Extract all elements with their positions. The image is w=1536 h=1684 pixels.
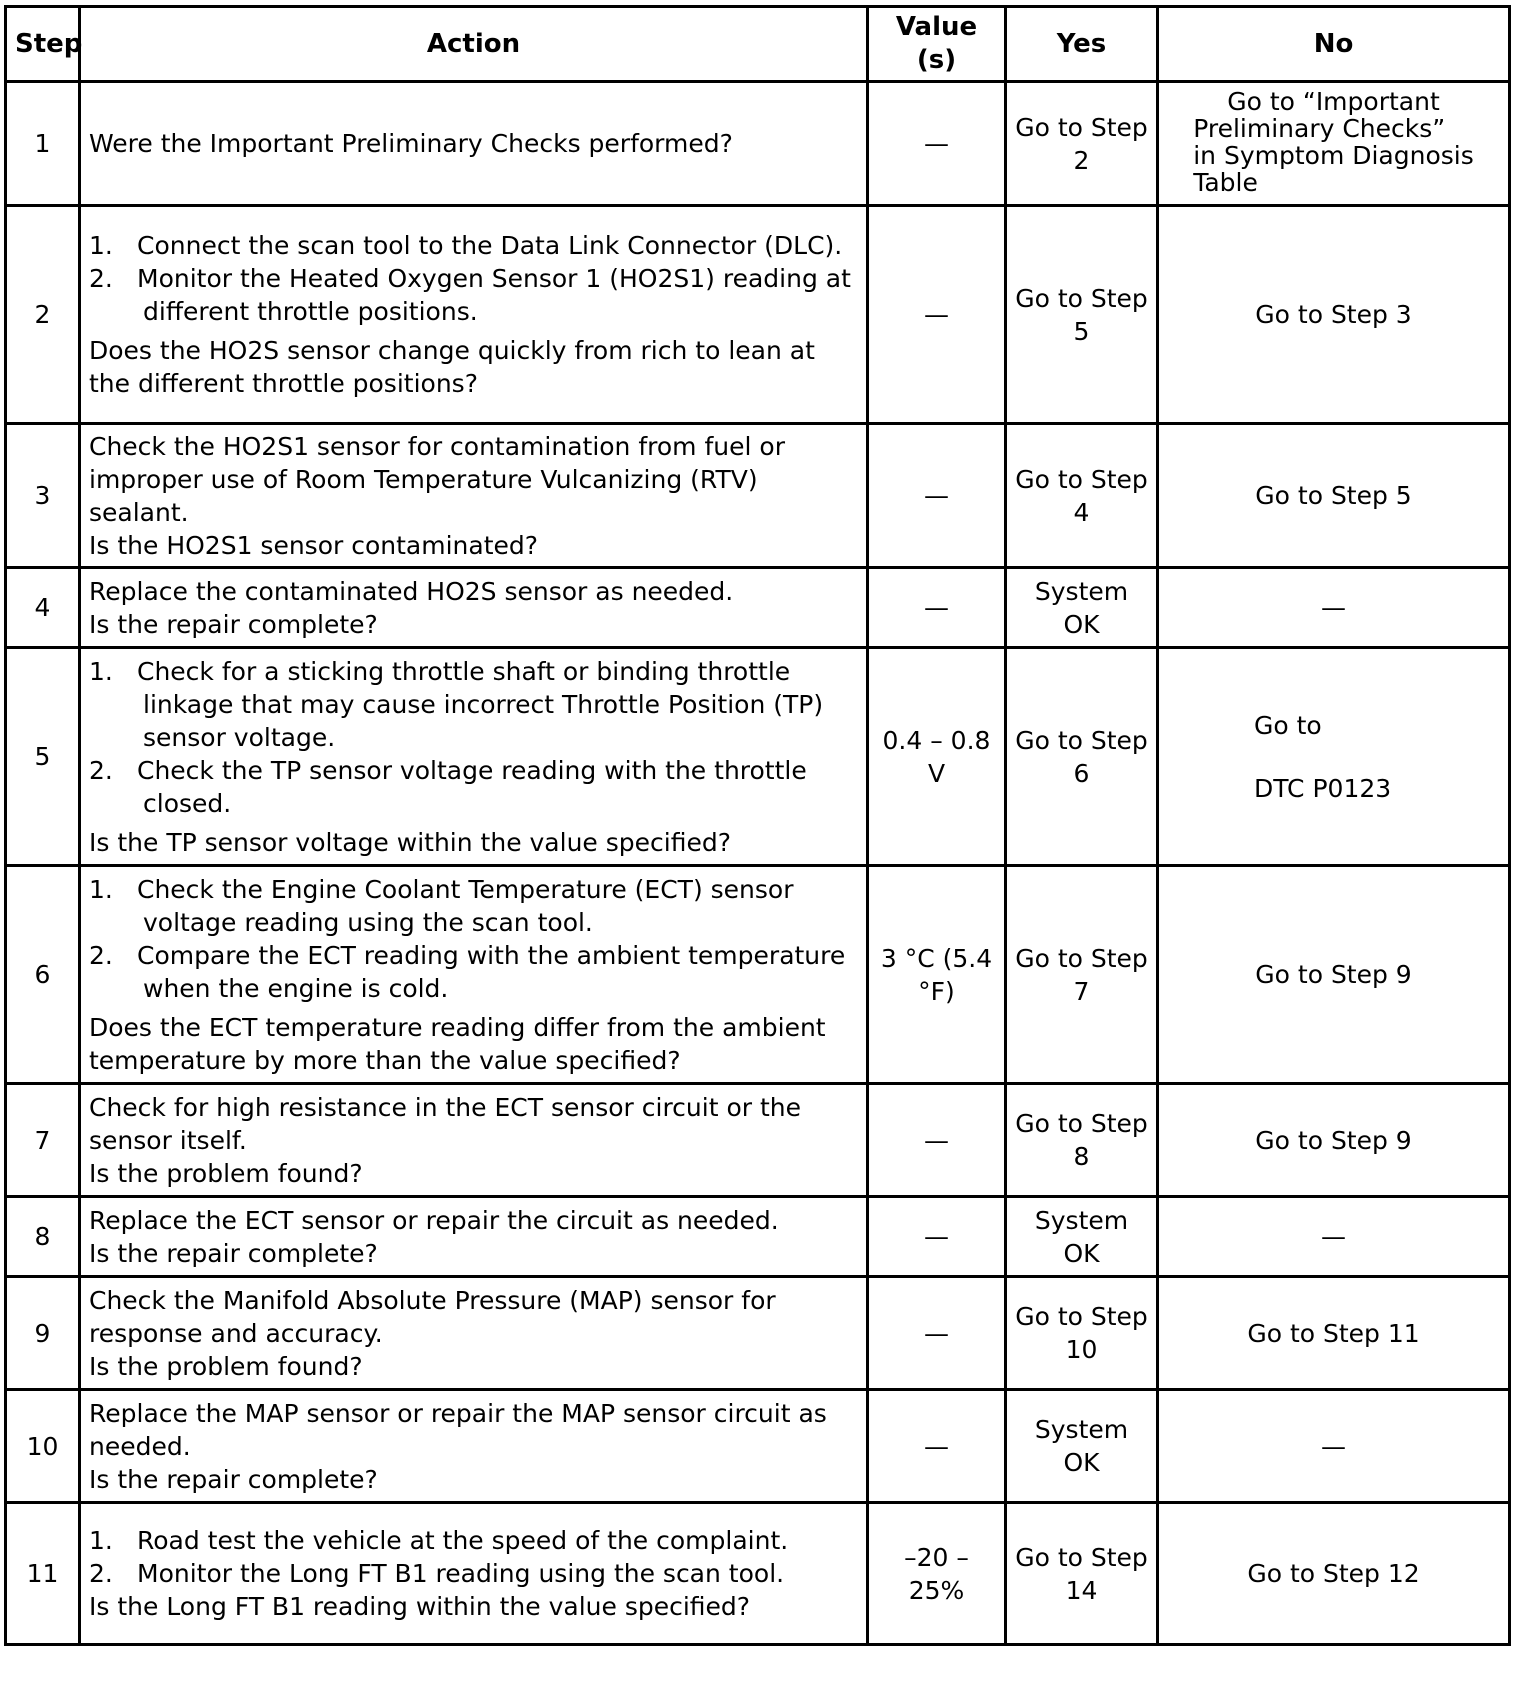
action-text: Check for high resistance in the ECT sensor circuit or the sensor itself. xyxy=(89,1092,801,1155)
action-question: Is the repair complete? xyxy=(89,1238,378,1268)
action-text: Check the Manifold Absolute Pressure (MAP) sensor for response and accuracy. xyxy=(89,1285,776,1348)
action-text: Check the HO2S1 sensor for contamination from fuel or improper use of Room Temperature Vulcanizing (RTV) sealant. xyxy=(89,431,785,527)
step-number: 2 xyxy=(6,206,80,424)
action-text: Replace the ECT sensor or repair the circuit as needed. xyxy=(89,1205,779,1235)
table-row xyxy=(6,568,1510,648)
action-question: Does the ECT temperature reading differ from the ambient temperature by more than the value specified? xyxy=(89,1012,826,1075)
value-cell: 3 °C (5.4 °F) xyxy=(868,866,1006,1084)
action-cell xyxy=(80,82,868,206)
value-cell: — xyxy=(868,206,1006,424)
header-yes: Yes xyxy=(1006,7,1158,82)
action-question: Were the Important Preliminary Checks performed? xyxy=(89,129,733,158)
action-question: Is the problem found? xyxy=(89,1158,363,1188)
value-cell: — xyxy=(868,568,1006,648)
table-row xyxy=(6,1390,1510,1503)
action-cell xyxy=(80,1503,868,1645)
action-text: Replace the MAP sensor or repair the MAP sensor circuit as needed. xyxy=(89,1398,827,1461)
table-row xyxy=(6,1277,1510,1390)
yes-cell: Go to Step 4 xyxy=(1006,424,1158,568)
action-item: 2. Monitor the Long FT B1 reading using the scan tool. xyxy=(89,1559,785,1588)
action-item: 1. Check the Engine Coolant Temperature (ECT) sensor voltage reading using the scan tool. xyxy=(89,874,794,937)
action-cell xyxy=(80,1197,868,1277)
table-row xyxy=(6,424,1510,568)
value-cell: — xyxy=(868,1084,1006,1197)
header-step: Step xyxy=(6,7,80,82)
step-number: 5 xyxy=(6,648,80,866)
header-row xyxy=(6,7,1510,82)
yes-cell: Go to Step 14 xyxy=(1006,1503,1158,1645)
step-number: 11 xyxy=(6,1503,80,1645)
yes-cell: Go to Step 2 xyxy=(1006,82,1158,206)
action-cell xyxy=(80,424,868,568)
header-no: No xyxy=(1158,7,1510,82)
no-cell: Go to Step 9 xyxy=(1158,866,1510,1084)
yes-cell: System OK xyxy=(1006,1197,1158,1277)
table-row xyxy=(6,206,1510,424)
no-reference: Go to “Important Preliminary Checks” in Symptom Diagnosis Table xyxy=(1193,87,1474,197)
yes-cell: Go to Step 10 xyxy=(1006,1277,1158,1390)
step-number: 9 xyxy=(6,1277,80,1390)
action-question: Is the Long FT B1 reading within the value specified? xyxy=(89,1592,751,1621)
action-question: Is the repair complete? xyxy=(89,609,378,639)
action-item: 2. Check the TP sensor voltage reading with the throttle closed. xyxy=(89,755,807,818)
yes-cell: Go to Step 6 xyxy=(1006,648,1158,866)
value-cell: — xyxy=(868,424,1006,568)
no-cell: Go to Step 5 xyxy=(1158,424,1510,568)
no-cell: Go to Step 12 xyxy=(1158,1503,1510,1645)
no-cell xyxy=(1158,82,1510,206)
action-item: 2. Monitor the Heated Oxygen Sensor 1 (HO2S1) reading at different throttle positions. xyxy=(89,264,851,326)
no-cell: Go to Step 3 xyxy=(1158,206,1510,424)
value-cell: — xyxy=(868,82,1006,206)
header-action: Action xyxy=(80,7,868,82)
header-value: Value (s) xyxy=(868,7,1006,82)
step-number: 6 xyxy=(6,866,80,1084)
action-question: Is the TP sensor voltage within the value specified? xyxy=(89,827,731,857)
action-question: Is the problem found? xyxy=(89,1351,363,1381)
value-cell: — xyxy=(868,1277,1006,1390)
table-row xyxy=(6,648,1510,866)
no-cell: — xyxy=(1158,1197,1510,1277)
action-question: Is the HO2S1 sensor contaminated? xyxy=(89,530,539,560)
action-item: 1. Check for a sticking throttle shaft or binding throttle linkage that may cause incorrect Throttle Position (TP) sensor voltage. xyxy=(89,656,824,752)
action-question: Does the HO2S sensor change quickly from rich to lean at the different throttle positions? xyxy=(89,336,815,398)
step-number: 1 xyxy=(6,82,80,206)
no-cell: Go to Step 11 xyxy=(1158,1277,1510,1390)
table-row xyxy=(6,1084,1510,1197)
step-number: 4 xyxy=(6,568,80,648)
no-goto: Go to xyxy=(1254,710,1322,740)
yes-cell: Go to Step 8 xyxy=(1006,1084,1158,1197)
no-cell: — xyxy=(1158,568,1510,648)
action-cell xyxy=(80,1277,868,1390)
no-cell xyxy=(1158,648,1510,866)
table-row xyxy=(6,82,1510,206)
value-cell: — xyxy=(868,1197,1006,1277)
value-cell: 0.4 – 0.8 V xyxy=(868,648,1006,866)
action-cell xyxy=(80,1390,868,1503)
no-cell: — xyxy=(1158,1390,1510,1503)
action-item: 2. Compare the ECT reading with the ambient temperature when the engine is cold. xyxy=(89,940,846,1003)
step-number: 3 xyxy=(6,424,80,568)
step-number: 7 xyxy=(6,1084,80,1197)
yes-cell: System OK xyxy=(1006,568,1158,648)
action-question: Is the repair complete? xyxy=(89,1464,378,1494)
action-item: 1. Connect the scan tool to the Data Link Connector (DLC). xyxy=(89,231,843,260)
action-cell xyxy=(80,866,868,1084)
action-cell xyxy=(80,206,868,424)
action-item: 1. Road test the vehicle at the speed of the complaint. xyxy=(89,1526,789,1555)
value-cell: –20 – 25% xyxy=(868,1503,1006,1645)
table-row xyxy=(6,1197,1510,1277)
action-text: Replace the contaminated HO2S sensor as needed. xyxy=(89,576,734,606)
yes-cell: System OK xyxy=(1006,1390,1158,1503)
value-cell: — xyxy=(868,1390,1006,1503)
step-number: 8 xyxy=(6,1197,80,1277)
diagnostic-table xyxy=(4,5,1511,1646)
no-dtc-code: DTC P0123 xyxy=(1254,773,1392,803)
no-cell: Go to Step 9 xyxy=(1158,1084,1510,1197)
table-row xyxy=(6,1503,1510,1645)
step-number: 10 xyxy=(6,1390,80,1503)
action-cell xyxy=(80,568,868,648)
yes-cell: Go to Step 5 xyxy=(1006,206,1158,424)
table-row xyxy=(6,866,1510,1084)
action-cell xyxy=(80,648,868,866)
action-cell xyxy=(80,1084,868,1197)
yes-cell: Go to Step 7 xyxy=(1006,866,1158,1084)
